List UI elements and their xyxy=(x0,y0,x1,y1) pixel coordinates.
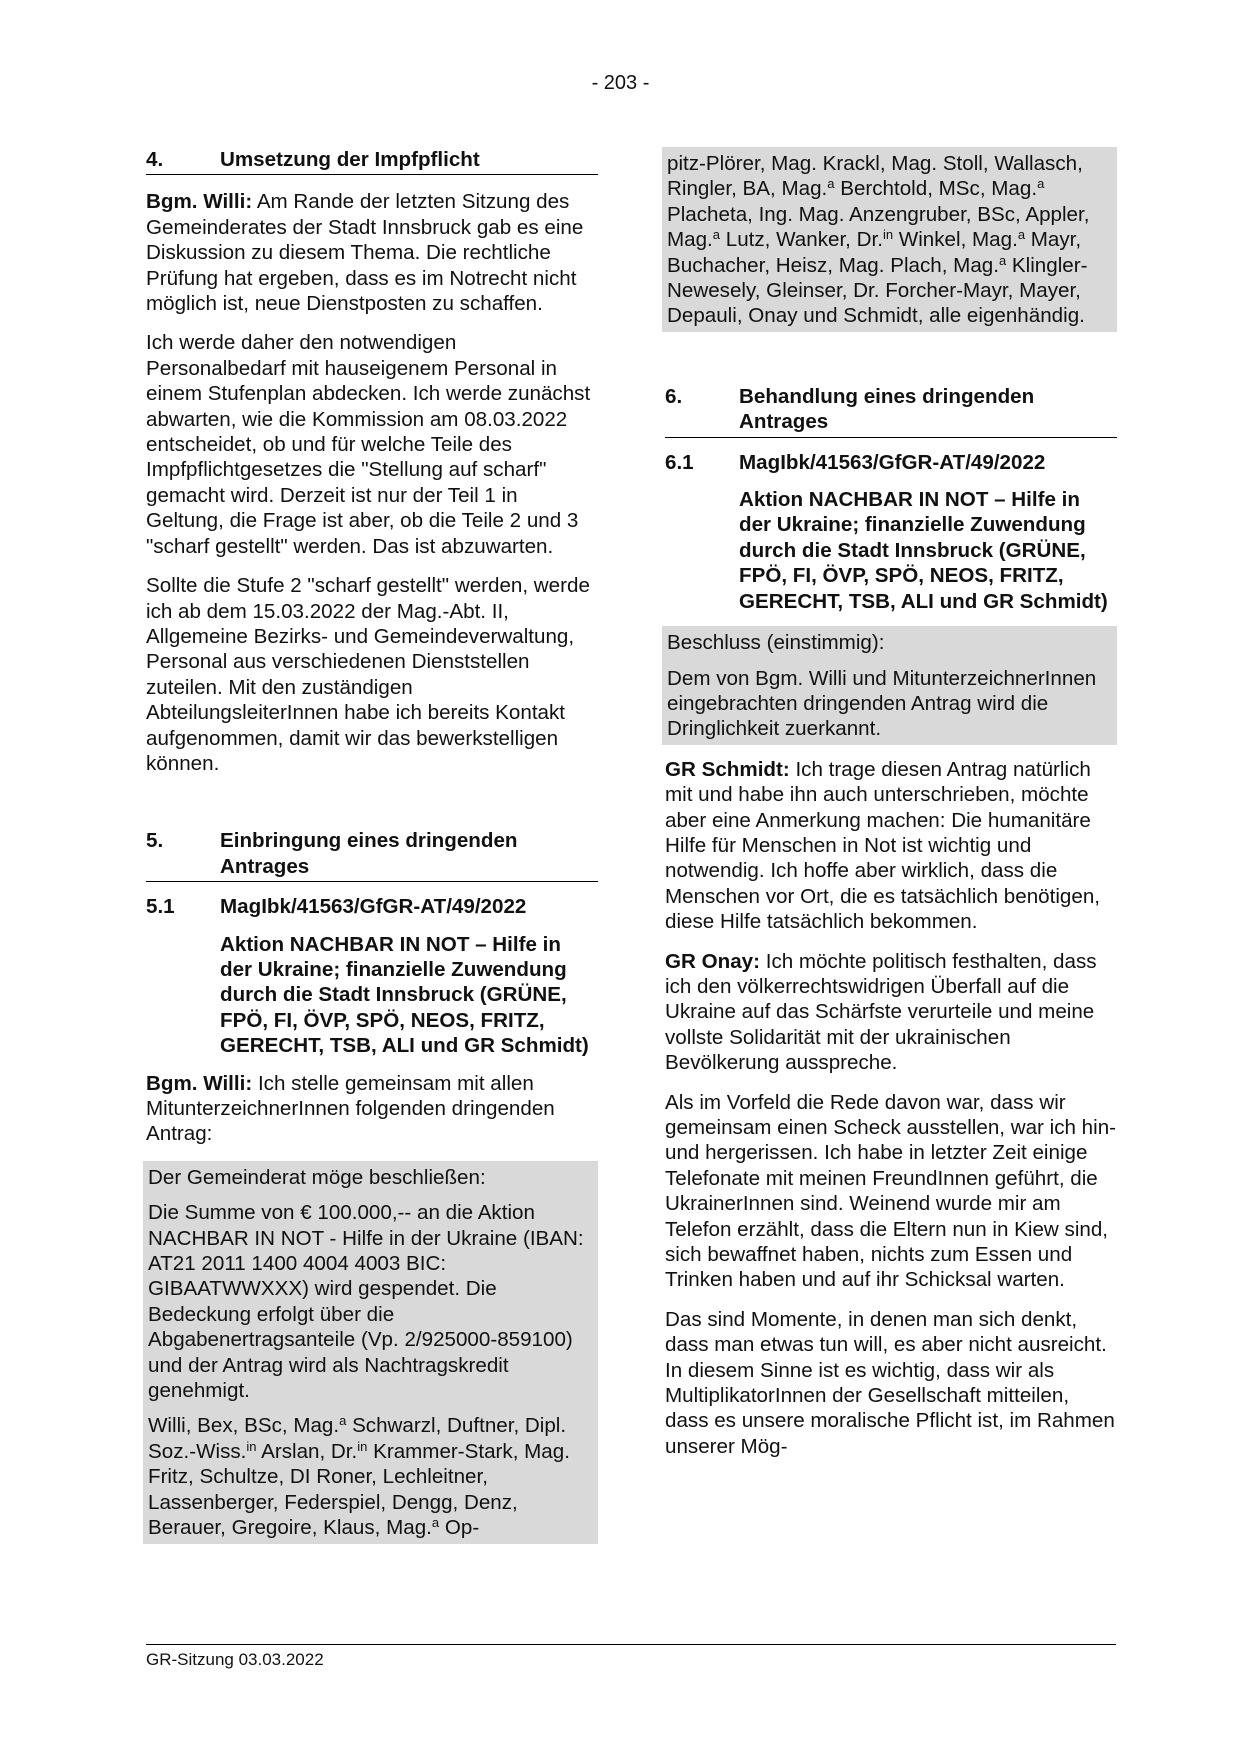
paragraph: Als im Vorfeld die Rede davon war, dass wir gemeinsam einen Scheck ausstellen, war ich hin- und hergerissen. Ich habe in letzter Zeit einige Telefonate mit meinen FreundInnen geführt, die UkrainerInnen sind. Weinend wurde mir am Telefon erzählt, dass die Eltern nun in Kiew sind, sich bewaffnet haben, nichts zum Essen und Trinken haben und auf ihr Schicksal warten. xyxy=(665,1090,1117,1292)
speaker: Bgm. Willi: xyxy=(146,190,253,214)
paragraph: Bgm. Willi: Ich stelle gemeinsam mit allen MitunterzeichnerInnen folgenden dringenden Antrag: xyxy=(146,1071,555,1146)
decision-title: Beschluss (einstimmig): xyxy=(667,631,885,655)
paragraph: Sollte die Stufe 2 "scharf gestellt" werden, werde ich ab dem 15.03.2022 der Mag.-Abt. II, Allgemeine Bezirks- und Gemeindeverwaltung, Personal aus verschiedenen Dienststellen zuteilen. Mit den zuständigen AbteilungsleiterInnen habe ich bereits Kontakt aufgenommen, damit wir das bewerkstelligen können. xyxy=(146,574,590,775)
speaker: GR Schmidt: xyxy=(665,757,790,781)
paragraph: GR Onay: Ich möchte politisch festhalten, dass ich den völkerrechtswidrigen Überfall auf die Ukraine auf das Schärfste verurteile und meine vollste Solidarität mit der ukrainischen Bevölkerung ausspreche. xyxy=(665,949,1097,1075)
section-reference: MagIbk/41563/GfGR-AT/49/2022 xyxy=(739,450,1046,474)
section-number: 4. xyxy=(146,148,164,171)
motion-intro: Der Gemeinderat möge beschließen: xyxy=(148,1165,486,1189)
subject: Aktion NACHBAR IN NOT – Hilfe in der Ukraine; finanzielle Zuwendung durch die Stadt Innsbruck (GRÜNE, FPÖ, FI, ÖVP, SPÖ, NEOS, FRITZ, GERECHT, TSB, ALI und GR Schmidt) xyxy=(739,488,1108,613)
speaker: Bgm. Willi: xyxy=(146,1071,253,1095)
paragraph: Bgm. Willi: Am Rande der letzten Sitzung des Gemeinderates der Stadt Innsbruck gab es eine Diskussion zu diesem Thema. Die rechtliche Prüfung hat ergeben, dass es im Notrecht nicht möglich ist, neue Dienstposten zu schaffen. xyxy=(146,190,584,316)
section-5-heading xyxy=(146,828,598,882)
motion-text: Die Summe von € 100.000,-- an die Aktion NACHBAR IN NOT - Hilfe in der Ukraine (IBAN: AT21 2011 1400 4004 4003 BIC: GIBAATWWXXX) wird gespendet. Die Bedeckung erfolgt über die Abgabenertragsanteile (Vp. 2/925000-859100) und der Antrag wird als Nachtragskredit genehmigt. xyxy=(148,1201,584,1403)
section-number: 5. xyxy=(146,829,164,853)
section-4-heading xyxy=(146,147,598,175)
footer: GR-Sitzung 03.03.2022 xyxy=(146,1650,324,1669)
decision-box xyxy=(662,626,1117,745)
section-title: Einbringung eines dringenden Antrages xyxy=(220,829,518,878)
section-title: Behandlung eines dringenden Antrages xyxy=(739,384,1035,434)
section-number: 6.1 xyxy=(665,450,694,474)
paragraph: Das sind Momente, in denen man sich denkt, dass man etwas tun will, es aber nicht ausreicht. In diesem Sinne ist es wichtig, dass wir als MultiplikatorInnen der Gesellschaft mitteilen, dass es unsere moralische Pflicht ist, im Rahmen unserer Mög- xyxy=(665,1307,1115,1458)
section-5-1-heading xyxy=(146,894,598,919)
paragraph: Ich werde daher den notwendigen Personalbedarf mit hauseigenem Personal in einem Stufenplan abdecken. Ich werde zunächst abwarten, wie die Kommission am 08.03.2022 entscheidet, ob und für welche Teile des Impfpflichtgesetzes die "Stellung auf scharf" gemacht wird. Derzeit ist nur der Teil 1 in Geltung, die Frage ist aber, ob die Teile 2 und 3 "scharf gestellt" werden. Das ist abzuwarten. xyxy=(146,331,591,558)
section-number: 5.1 xyxy=(146,895,175,919)
section-title: Umsetzung der Impfpflicht xyxy=(220,148,480,171)
section-reference: MagIbk/41563/GfGR-AT/49/2022 xyxy=(220,895,527,919)
signatories-continued-box xyxy=(662,147,1117,332)
signatories: pitz-Plörer, Mag. Krackl, Mag. Stoll, Wallasch, Ringler, BA, Mag.$^a$ Berchtold, MSc, Mag.$^a$ Placheta, Ing. Mag. Anzengruber, BSc, Appler, Mag.$^a$ Lutz, Wanker, Dr.$^{in}$ Winkel, Mag.$^a$ Mayr, Buchacher, Heisz, Mag. Plach, Mag.$^a$ Klingler-Newesely, Gleinser, Dr. Forcher-Mayr, Mayer, Depauli, Onay und Schmidt, alle eigenhändig. xyxy=(667,152,1090,328)
decision-text: Dem von Bgm. Willi und MitunterzeichnerInnen eingebrachten dringenden Antrag wird die Dringlichkeit zuerkannt. xyxy=(667,666,1097,741)
speaker: GR Onay: xyxy=(665,949,760,973)
page-number: - 203 - xyxy=(591,72,650,94)
right-column xyxy=(665,147,1117,1473)
section-number: 6. xyxy=(665,384,683,408)
section-6-1-heading xyxy=(665,450,1117,475)
paragraph: GR Schmidt: Ich trage diesen Antrag natürlich mit und habe ihn auch unterschrieben, möchte aber eine Anmerkung machen: Die humanitäre Hilfe für Menschen in Not ist wichtig und notwendig. Ich hoffe aber wirklich, dass die Menschen vor Ort, die es tatsächlich benötigen, diese Hilfe tatsächlich bekommen. xyxy=(665,757,1100,934)
section-6-heading xyxy=(665,384,1117,438)
motion-box xyxy=(143,1161,598,1544)
footer-rule xyxy=(146,1644,1116,1645)
signatories: Willi, Bex, BSc, Mag.$^a$ Schwarzl, Duftner, Dipl. Soz.-Wiss.$^{in}$ Arslan, Dr.$^{in}$ Krammer-Stark, Mag. Fritz, Schultze, DI Roner, Lechleitner, Lassenberger, Federspiel, Dengg, Denz, Berauer, Gregoire, Klaus, Mag.$^a$ Op- xyxy=(148,1413,570,1540)
subject: Aktion NACHBAR IN NOT – Hilfe in der Ukraine; finanzielle Zuwendung durch die Stadt Innsbruck (GRÜNE, FPÖ, FI, ÖVP, SPÖ, NEOS, FRITZ, GERECHT, TSB, ALI und GR Schmidt) xyxy=(220,932,589,1058)
left-column xyxy=(146,147,598,1544)
